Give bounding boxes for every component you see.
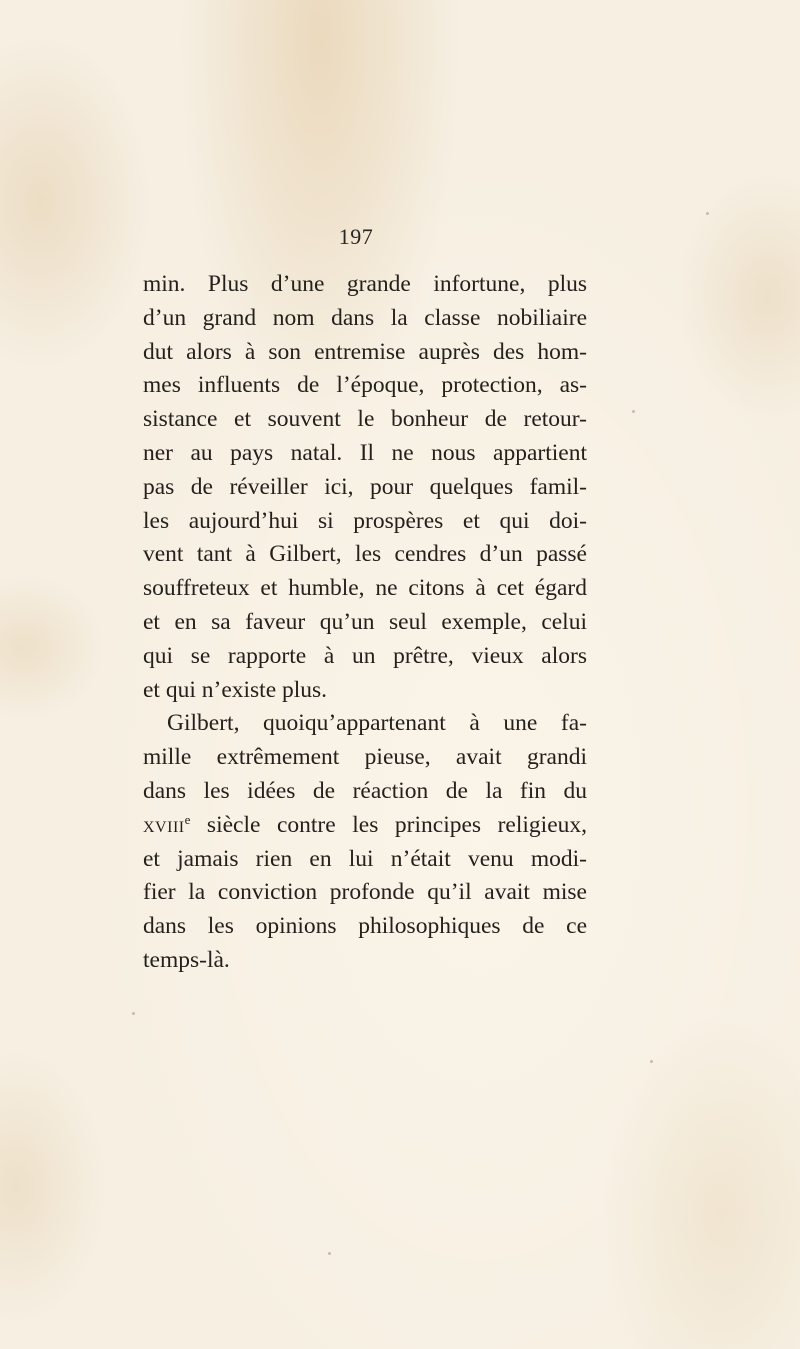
text-line [143, 809, 587, 843]
body-text [143, 268, 587, 978]
text-line: d’un grand nom dans la classe nobiliaire [143, 304, 587, 331]
text-line-rest: siècle contre les principes religieux, [190, 811, 587, 838]
paper-speck [328, 1252, 331, 1255]
century-superscript: e [184, 811, 191, 827]
text-line: qui se rapporte à un prêtre, vieux alors [143, 642, 587, 669]
text-line: ner au pays natal. Il ne nous appartient [143, 439, 587, 466]
text-line: et en sa faveur qu’un seul exemple, celui [143, 608, 587, 635]
text-line: Gilbert, quoiqu’appartenant à une fa- [167, 710, 587, 737]
text-line: fier la conviction profonde qu’il avait mise [143, 879, 587, 906]
paper-speck [632, 410, 635, 413]
text-line: min. Plus d’une grande infortune, plus [143, 271, 587, 297]
text-line: sistance et souvent le bonheur de retour- [143, 406, 587, 433]
text-line: souffreteux et humble, ne citons à cet égard [143, 575, 587, 602]
text-line: et qui n’existe plus. [143, 676, 328, 703]
paragraph-2 [143, 707, 587, 977]
text-line: vent tant à Gilbert, les cendres d’un passé [143, 541, 587, 568]
text-line: dans les idées de réaction de la fin du [143, 777, 587, 804]
paper-speck [706, 212, 709, 215]
paper-speck [132, 1012, 135, 1015]
text-line: mille extrêmement pieuse, avait grandi [143, 744, 587, 771]
text-line: temps-là. [143, 946, 230, 973]
text-line: dans les opinions philosophiques de ce [143, 913, 587, 940]
text-line: et jamais rien en lui n’était venu modi- [143, 845, 587, 872]
century-numeral: xviii [143, 811, 185, 838]
paragraph-1 [143, 268, 587, 707]
text-line: les aujourd’hui si prospères et qui doi- [143, 507, 587, 534]
page-number: 197 [338, 224, 374, 249]
text-line: mes influents de l’époque, protection, as- [143, 372, 587, 399]
text-line: pas de réveiller ici, pour quelques famil- [143, 473, 587, 500]
paper-speck [650, 1060, 653, 1063]
text-line: dut alors à son entremise auprès des hom- [143, 338, 587, 365]
